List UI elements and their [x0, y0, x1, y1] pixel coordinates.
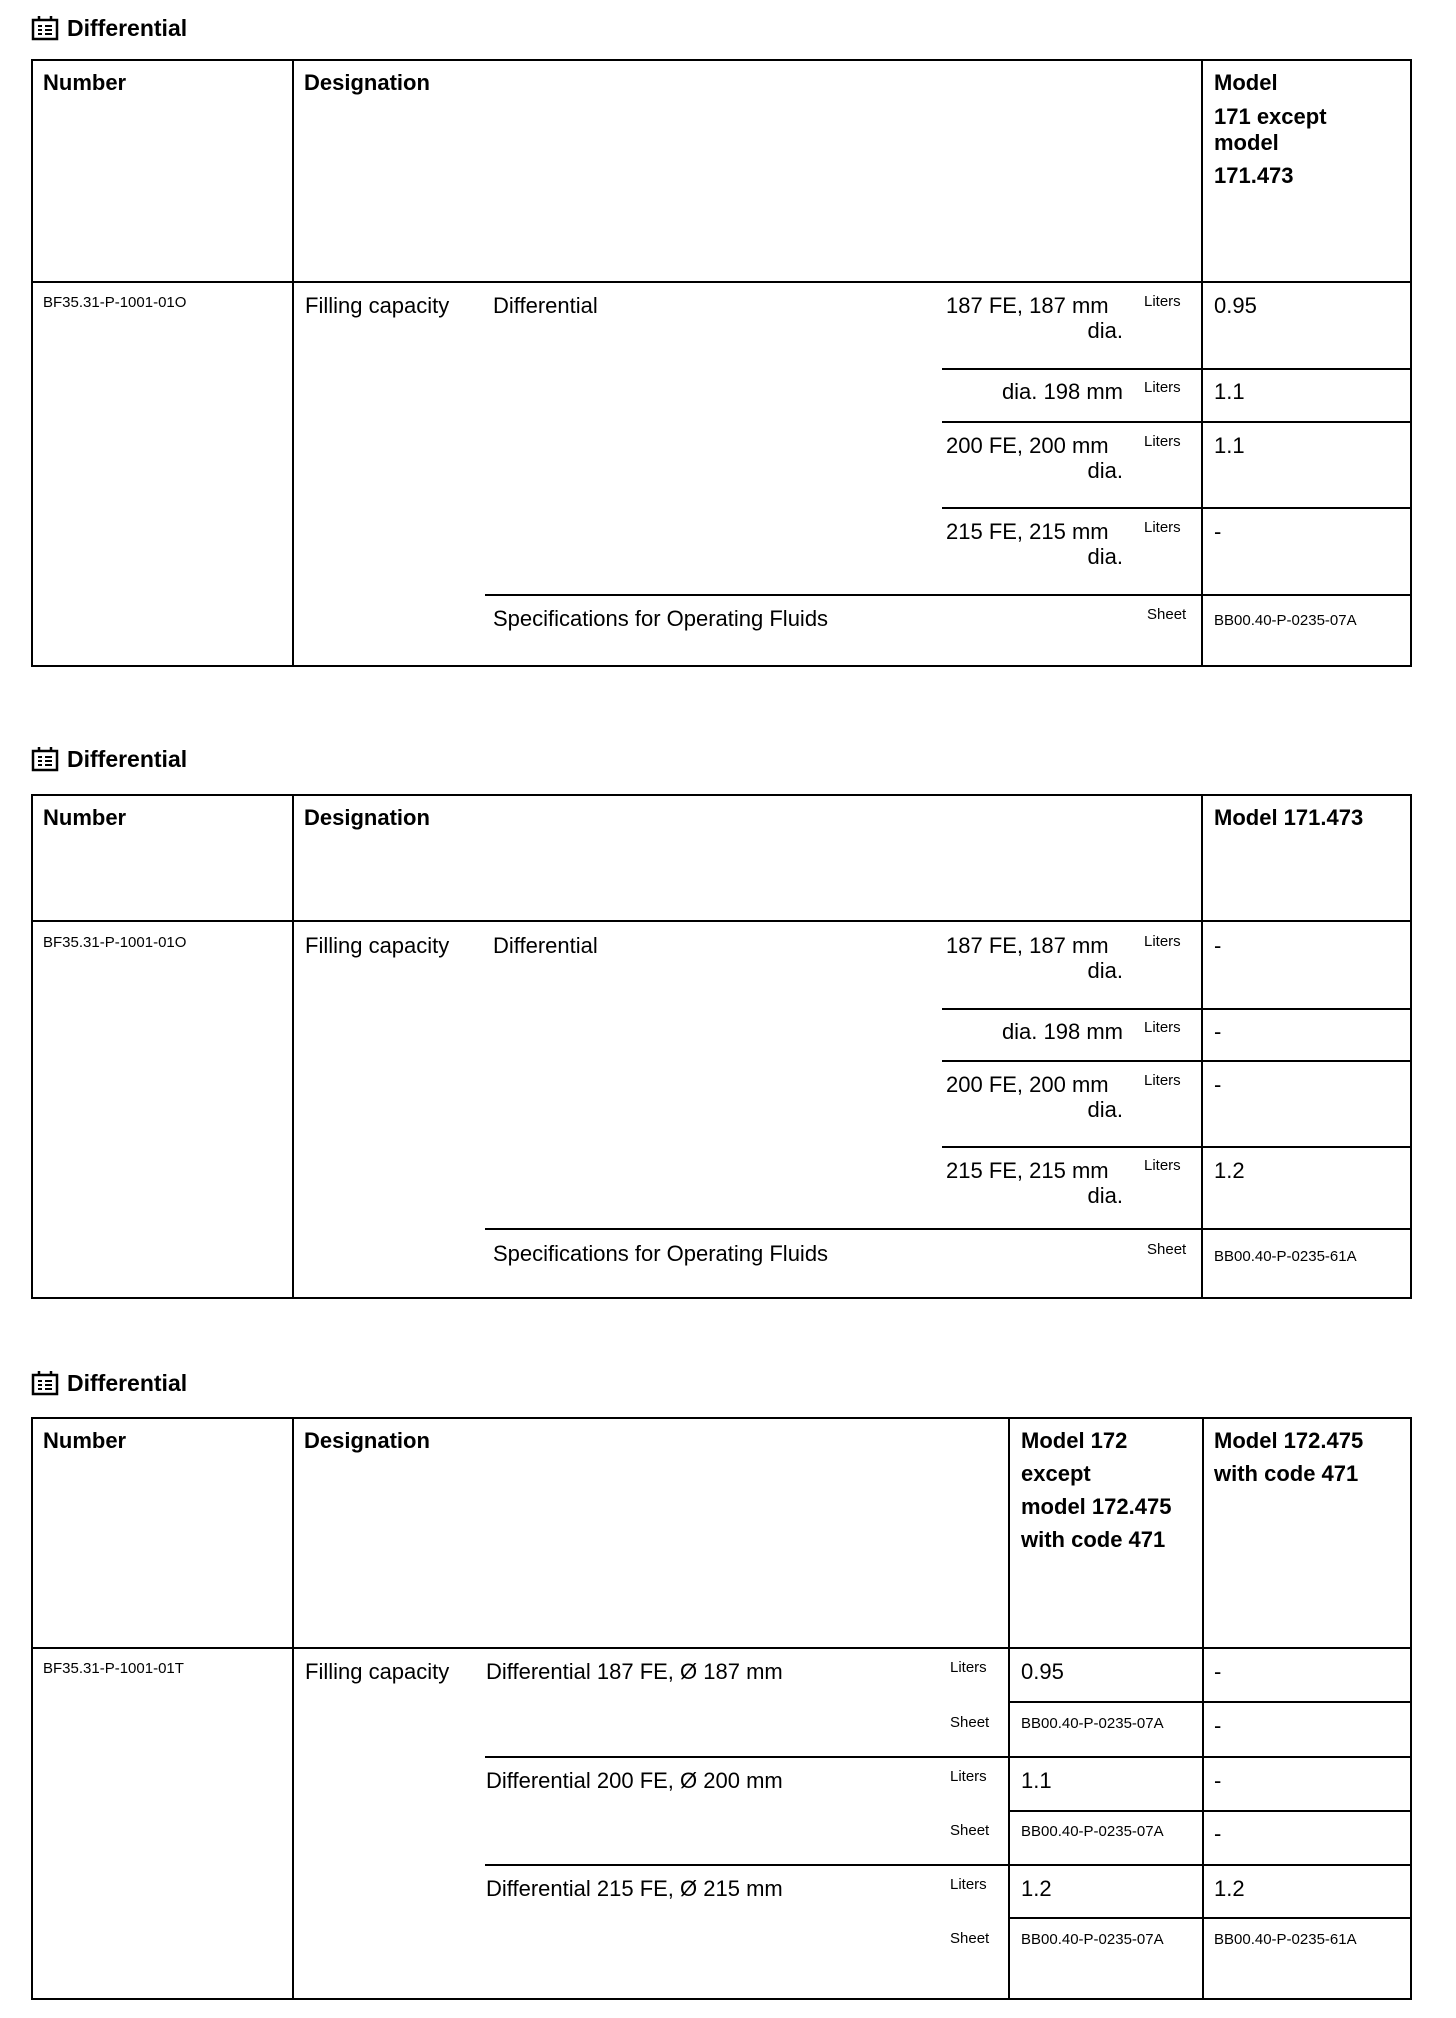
spec-text: 200 FE, 200 mm — [946, 433, 1109, 458]
component-text: Differential — [493, 293, 598, 318]
spec-text: 215 FE, 215 mm — [946, 519, 1109, 544]
header-model: model — [1214, 130, 1279, 155]
header-model-a: model 172.475 — [1021, 1494, 1172, 1519]
header-designation: Designation — [304, 70, 430, 95]
part-number: BF35.31-P-1001-01O — [43, 294, 187, 311]
value-cell: - — [1214, 1072, 1222, 1097]
spec-text: 200 FE, 200 mm — [946, 1072, 1109, 1097]
value-cell: - — [1214, 519, 1222, 544]
sheet-reference: BB00.40-P-0235-07A — [1021, 1823, 1164, 1840]
spec-text: 187 FE, 187 mm — [946, 293, 1109, 318]
group-label: Differential 200 FE, Ø 200 mm — [486, 1768, 783, 1793]
capacity-table — [31, 59, 1412, 667]
unit-label: Sheet — [1147, 606, 1187, 623]
unit-label: Liters — [1144, 433, 1181, 450]
unit-label: Liters — [1144, 1072, 1181, 1089]
unit-label: Liters — [950, 1659, 987, 1676]
spec-text: dia. — [1087, 958, 1123, 983]
value-cell: 1.1 — [1214, 433, 1245, 458]
spec-text: dia. 198 mm — [1001, 379, 1123, 404]
designation-text: Filling capacity — [305, 933, 450, 958]
header-designation: Designation — [304, 805, 430, 830]
spec-row-label: Specifications for Operating Fluids — [493, 606, 829, 631]
header-designation: Designation — [304, 1428, 430, 1453]
unit-label: Liters — [1144, 379, 1181, 396]
capacity-table — [31, 794, 1412, 1299]
header-model: Model 171.473 — [1214, 805, 1364, 830]
header-model: 171 except — [1214, 104, 1327, 129]
unit-label: Liters — [1144, 933, 1181, 950]
section-title-text: Differential — [67, 745, 188, 772]
spec-row-label: Specifications for Operating Fluids — [493, 1241, 829, 1266]
document-list-icon — [31, 15, 59, 41]
header-number: Number — [43, 1428, 127, 1453]
header-model: 171.473 — [1214, 163, 1294, 188]
section-title — [31, 1368, 187, 1398]
section-title-text: Differential — [67, 14, 188, 41]
value-cell: 1.1 — [1021, 1768, 1052, 1793]
spec-text: dia. — [1087, 1183, 1123, 1208]
spec-text: dia. — [1087, 458, 1123, 483]
value-cell: - — [1214, 1019, 1222, 1044]
unit-label: Sheet — [950, 1930, 990, 1947]
sheet-reference: BB00.40-P-0235-61A — [1214, 1248, 1357, 1265]
value-cell: 0.95 — [1021, 1659, 1064, 1684]
section-title — [31, 13, 187, 43]
spec-text: dia. — [1087, 1097, 1123, 1122]
group-label: Differential 187 FE, Ø 187 mm — [486, 1659, 783, 1684]
unit-label: Sheet — [950, 1822, 990, 1839]
value-cell: - — [1214, 1821, 1222, 1846]
spec-text: 215 FE, 215 mm — [946, 1158, 1109, 1183]
header-number: Number — [43, 70, 127, 95]
header-model-b: Model 172.475 — [1214, 1428, 1364, 1453]
section-title-text: Differential — [67, 1369, 188, 1396]
spec-text: 187 FE, 187 mm — [946, 933, 1109, 958]
value-cell: 1.1 — [1214, 379, 1245, 404]
unit-label: Liters — [1144, 519, 1181, 536]
header-model: Model — [1214, 70, 1278, 95]
document-list-icon — [31, 746, 59, 772]
value-cell: 1.2 — [1214, 1876, 1245, 1901]
part-number: BF35.31-P-1001-01T — [43, 1660, 184, 1677]
header-model-a: with code 471 — [1021, 1527, 1166, 1552]
part-number: BF35.31-P-1001-01O — [43, 934, 187, 951]
unit-label: Liters — [1144, 1157, 1181, 1174]
sheet-reference: BB00.40-P-0235-07A — [1021, 1931, 1164, 1948]
sheet-reference: BB00.40-P-0235-07A — [1021, 1715, 1164, 1732]
unit-label: Sheet — [1147, 1241, 1187, 1258]
component-text: Differential — [493, 933, 598, 958]
spec-text: dia. — [1087, 544, 1123, 569]
capacity-table — [31, 1417, 1412, 2000]
sheet-reference: BB00.40-P-0235-61A — [1214, 1931, 1357, 1948]
sheet-reference: BB00.40-P-0235-07A — [1214, 612, 1357, 629]
unit-label: Sheet — [950, 1714, 990, 1731]
value-cell: - — [1214, 1768, 1222, 1793]
header-number: Number — [43, 805, 127, 830]
value-cell: - — [1214, 1713, 1222, 1738]
unit-label: Liters — [950, 1768, 987, 1785]
value-cell: - — [1214, 1659, 1222, 1684]
section-title — [31, 744, 187, 774]
spec-text: dia. — [1087, 318, 1123, 343]
value-cell: 1.2 — [1214, 1158, 1245, 1183]
header-model-a: Model 172 — [1021, 1428, 1128, 1453]
spec-text: dia. 198 mm — [1001, 1019, 1123, 1044]
value-cell: 0.95 — [1214, 293, 1257, 318]
designation-text: Filling capacity — [305, 293, 450, 318]
header-model-a: except — [1021, 1461, 1091, 1486]
unit-label: Liters — [950, 1876, 987, 1893]
value-cell: 1.2 — [1021, 1876, 1052, 1901]
document-list-icon — [31, 1370, 59, 1396]
value-cell: - — [1214, 933, 1222, 958]
unit-label: Liters — [1144, 1019, 1181, 1036]
group-label: Differential 215 FE, Ø 215 mm — [486, 1876, 783, 1901]
unit-label: Liters — [1144, 293, 1181, 310]
designation-text: Filling capacity — [305, 1659, 450, 1684]
header-model-b: with code 471 — [1214, 1461, 1359, 1486]
